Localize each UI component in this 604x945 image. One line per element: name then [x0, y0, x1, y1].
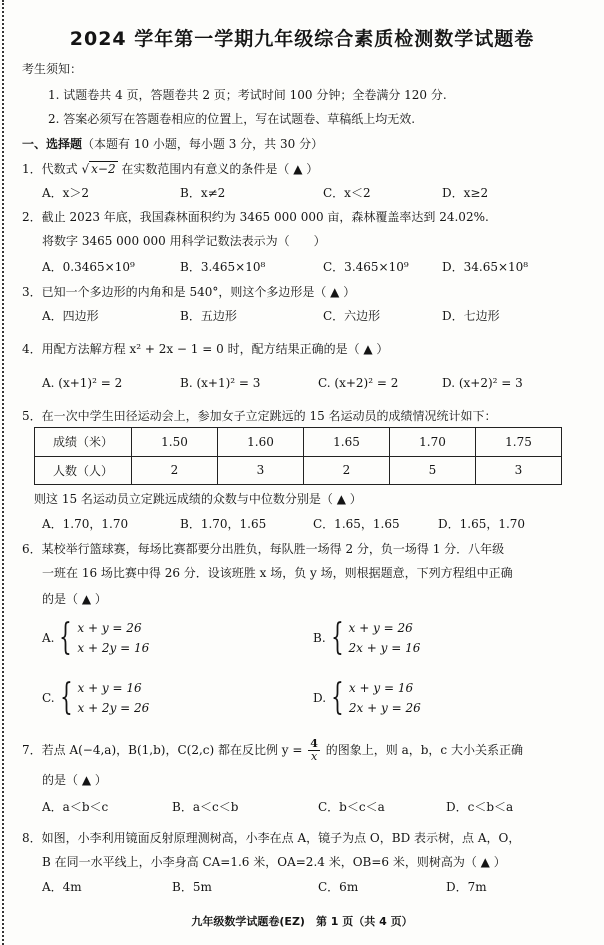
binding-margin-line	[2, 0, 4, 945]
equation: x + 2y = 16	[77, 641, 150, 655]
section-note: （本题有 10 小题，每小题 3 分，共 30 分）	[82, 137, 324, 151]
q2-option-d: D．34.65×10⁸	[442, 260, 529, 274]
fraction	[308, 738, 320, 763]
table-cell: 1.75	[476, 428, 562, 457]
q1-option-a: A．x＞2	[42, 186, 90, 200]
q2-option-a: A．0.3465×10⁹	[42, 260, 135, 274]
notice-item-2: 2. 答案必须写在答题卷相应的位置上，写在试题卷、草稿纸上均无效.	[48, 112, 416, 126]
q1-option-c: C．x＜2	[323, 186, 371, 200]
equation: x + y = 26	[77, 621, 142, 635]
q5-option-a: A．1.70，1.70	[42, 517, 129, 531]
question-4-stem: 4．用配方法解方程 x² + 2x − 1 = 0 时，配方结果正确的是（ ▲ ）	[22, 342, 389, 356]
q1-stem-post: 在实数范围内有意义的条件是（ ▲ ）	[121, 162, 319, 176]
q1-sqrt: √ x−2	[81, 162, 116, 176]
q1-stem-pre: 1．代数式	[22, 162, 78, 176]
question-5-stem: 5．在一次中学生田径运动会上，参加女子立定跳远的 15 名运动员的成绩情况统计如下：	[22, 409, 497, 423]
q5-option-d: D．1.65，1.70	[438, 517, 526, 531]
equation: 2x + y = 26	[348, 701, 421, 715]
question-2-stem-2: 将数字 3465 000 000 用科学记数法表示为（ ）	[42, 234, 326, 248]
q8-option-d: D．7m	[446, 880, 487, 894]
q7-stem-post: 的图象上，则 a，b，c 大小关系正确	[325, 743, 523, 757]
question-7-stem	[22, 738, 523, 763]
equation: x + y = 16	[77, 681, 142, 695]
q1-option-d: D．x≥2	[442, 186, 489, 200]
table-cell: 5	[390, 456, 476, 485]
equation-system	[349, 618, 421, 658]
question-3-stem: 3．已知一个多边形的内角和是 540°，则这个多边形是（ ▲ ）	[22, 285, 356, 299]
section-heading	[22, 135, 323, 152]
q6-option-a	[42, 618, 149, 658]
q8-option-a: A．4m	[42, 880, 82, 894]
page-footer: 九年级数学试题卷(EZ) 第 1 页（共 4 页）	[191, 915, 413, 928]
question-8-stem: 8．如图，小李利用镜面反射原理测树高，小李在点 A，镜子为点 O，BD 表示树，点 A，O，	[22, 831, 521, 845]
left-brace: {	[59, 617, 73, 658]
left-brace: {	[330, 617, 344, 658]
q7-option-b: B．a＜c＜b	[172, 800, 239, 814]
q7-option-a: A．a＜b＜c	[42, 800, 109, 814]
q1-radicand: x−2	[91, 162, 116, 176]
q8-option-b: B．5m	[172, 880, 212, 894]
q3-option-b: B．五边形	[180, 309, 237, 323]
q4-option-a: A. (x+1)² = 2	[42, 376, 123, 390]
score-row	[35, 428, 562, 457]
q6-option-d-label: D.	[313, 691, 327, 705]
fraction-denominator: x	[311, 750, 318, 763]
q4-option-d: D. (x+2)² = 3	[442, 376, 523, 390]
equation-system	[77, 678, 149, 718]
equation: x + y = 26	[348, 621, 413, 635]
q7-option-c: C．b＜c＜a	[318, 800, 385, 814]
table-cell: 1.70	[390, 428, 476, 457]
exam-title: 2024 学年第一学期九年级综合素质检测数学试题卷	[69, 28, 535, 50]
table-header-score: 成绩（米）	[35, 428, 132, 457]
section-title: 一、选择题	[22, 137, 83, 151]
table-cell: 1.50	[132, 428, 218, 457]
q7-option-d: D．c＜b＜a	[446, 800, 514, 814]
table-cell: 2	[132, 456, 218, 485]
question-2-stem: 2．截止 2023 年底，我国森林面积约为 3465 000 000 亩，森林覆盖率达到 24.02%.	[22, 210, 489, 224]
q2-option-b: B．3.465×10⁸	[180, 260, 266, 274]
left-brace: {	[59, 677, 73, 718]
equation-system	[349, 678, 421, 718]
q5-option-b: B．1.70，1.65	[180, 517, 267, 531]
q6-option-a-label: A.	[42, 631, 55, 645]
notice-item-1: 1. 试题卷共 4 页，答题卷共 2 页；考试时间 100 分钟；全卷满分 120 分.	[48, 88, 447, 102]
question-1-stem	[22, 160, 318, 177]
table-cell: 3	[476, 456, 562, 485]
score-table	[34, 427, 562, 485]
equation: 2x + y = 16	[348, 641, 421, 655]
table-cell: 1.60	[218, 428, 304, 457]
q8-option-c: C．6m	[318, 880, 359, 894]
q1-option-b: B．x≠2	[180, 186, 226, 200]
q3-option-a: A．四边形	[42, 309, 99, 323]
question-6-stem: 6．某校举行篮球赛，每场比赛都要分出胜负，每队胜一场得 2 分，负一场得 1 分．八年级	[22, 542, 505, 556]
notice-heading: 考生须知：	[22, 62, 83, 76]
q6-option-d	[313, 678, 421, 718]
table-cell: 1.65	[304, 428, 390, 457]
q4-option-c: C. (x+2)² = 2	[318, 376, 399, 390]
table-cell: 3	[218, 456, 304, 485]
question-5-stem-2: 则这 15 名运动员立定跳远成绩的众数与中位数分别是（ ▲ ）	[34, 492, 362, 506]
q6-option-c	[42, 678, 149, 718]
q6-option-b-label: B.	[313, 631, 326, 645]
q6-option-b	[313, 618, 420, 658]
q3-option-d: D．七边形	[442, 309, 500, 323]
q3-option-c: C．六边形	[323, 309, 381, 323]
table-header-count: 人数（人）	[35, 456, 132, 485]
q7-stem-pre: 7．若点 A(−4,a)，B(1,b)，C(2,c) 都在反比例 y =	[22, 743, 303, 757]
table-cell: 2	[304, 456, 390, 485]
q5-option-c: C．1.65，1.65	[313, 517, 400, 531]
left-brace: {	[331, 677, 344, 718]
q6-option-c-label: C.	[42, 691, 55, 705]
equation: x + y = 16	[348, 681, 414, 695]
question-8-stem-2: B 在同一水平线上，小李身高 CA=1.6 米，OA=2.4 米，OB=6 米，则树高为（ ▲ ）	[42, 855, 506, 869]
count-row	[35, 456, 562, 485]
question-7-stem-2: 的是（ ▲ ）	[42, 773, 107, 787]
question-6-stem-2: 一班在 16 场比赛中得 26 分．设该班胜 x 场，负 y 场，则根据题意，下列方程组中正确	[42, 566, 513, 580]
q4-option-b: B. (x+1)² = 3	[180, 376, 261, 390]
equation-system	[77, 618, 149, 658]
equation: x + 2y = 26	[77, 701, 150, 715]
question-6-stem-3: 的是（ ▲ ）	[42, 592, 107, 606]
fraction-numerator: 4	[310, 737, 318, 750]
q2-option-c: C．3.465×10⁹	[323, 260, 409, 274]
